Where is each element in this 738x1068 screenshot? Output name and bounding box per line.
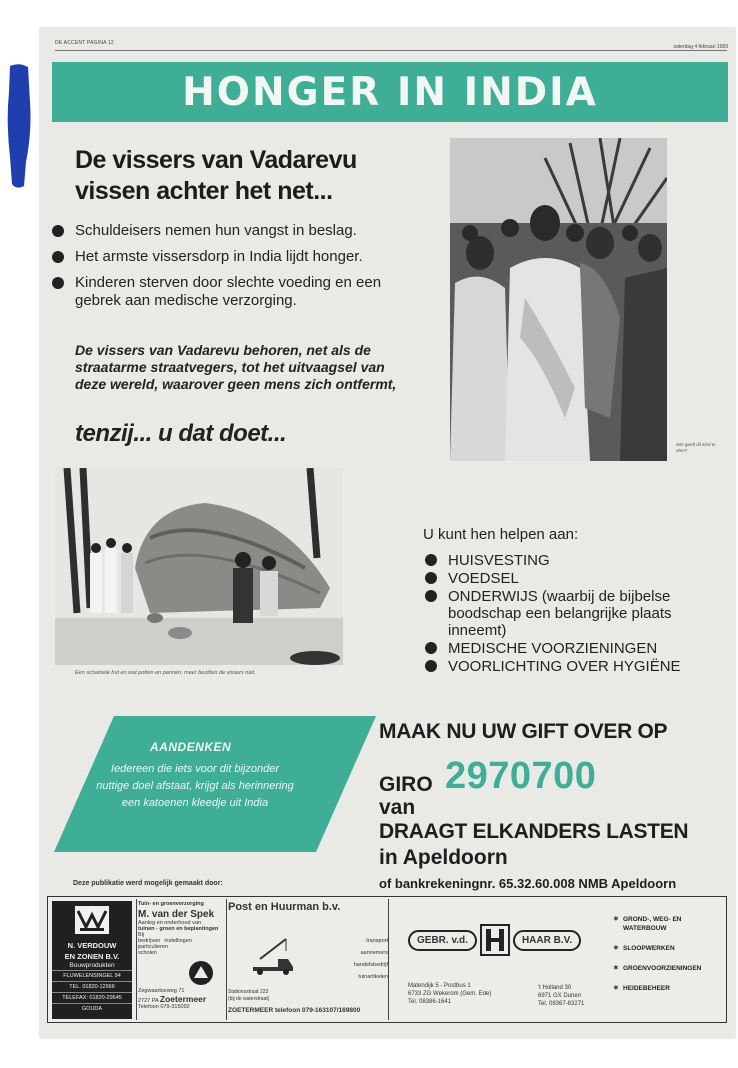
banner-title: HONGER IN INDIA bbox=[182, 69, 598, 115]
sponsor-verdouw bbox=[52, 901, 132, 1019]
sponsor-strip bbox=[47, 896, 727, 1023]
verdouw-tel: TEL. 01820-12566 bbox=[52, 981, 132, 992]
haar-logo bbox=[408, 923, 588, 957]
headline-line-2: vissen achter het net... bbox=[75, 177, 333, 205]
need-item bbox=[425, 552, 715, 569]
sponsor-spek bbox=[138, 901, 226, 1019]
verdouw-logo-icon bbox=[74, 905, 110, 935]
headline bbox=[75, 145, 357, 207]
sponsor-credit: Deze publikatie werd mogelijk gemaakt door: bbox=[73, 880, 223, 887]
post-service-1: transport bbox=[366, 938, 388, 944]
bullet-item bbox=[52, 274, 432, 310]
haar-h-logo-icon bbox=[480, 924, 510, 956]
sponsor-post-huurman bbox=[228, 901, 388, 1019]
verdouw-name-3: Bouwprodukten bbox=[69, 962, 115, 969]
bullet-dot-icon bbox=[425, 554, 437, 566]
service-item: ✶ GROND-, WEG- EN WATERBOUW bbox=[613, 915, 725, 933]
intro-paragraph: De vissers van Vadarevu behoren, net als de straatarme straatvegers, tot het uitvaagsel van deze wereld, waarover geen mens zich ontfermt, bbox=[75, 342, 397, 392]
spek-emblem-icon bbox=[184, 960, 218, 986]
bullet-text: Het armste vissersdorp in India lijdt honger. bbox=[75, 248, 363, 265]
need-text: MEDISCHE VOORZIENINGEN bbox=[448, 640, 658, 657]
donation-call: MAAK NU UW GIFT OVER OP bbox=[379, 720, 668, 743]
photo-hut bbox=[55, 468, 343, 665]
bullet-dot-icon bbox=[425, 572, 437, 584]
giro-label: GIRO bbox=[379, 773, 433, 796]
title-banner bbox=[52, 62, 728, 122]
verdouw-city: GOUDA bbox=[52, 1003, 132, 1014]
need-item bbox=[425, 658, 715, 675]
post-service-3: handelsbedrijf bbox=[353, 962, 388, 968]
post-service-2: aannemers bbox=[360, 950, 388, 956]
spek-list-1: bedrijven bbox=[138, 938, 161, 944]
tagline: tenzij... u dat doet... bbox=[75, 420, 287, 447]
photo-women-children-image bbox=[450, 138, 667, 461]
bullet-dot-icon bbox=[425, 642, 437, 654]
need-text: VOEDSEL bbox=[448, 570, 519, 587]
haar-address-4: 6971 GX Dunen bbox=[538, 993, 582, 999]
verdouw-fax: TELEFAX: 01820-29645 bbox=[52, 992, 132, 1003]
giro-number: 2970700 bbox=[445, 755, 597, 797]
headline-line-1: De vissers van Vadarevu bbox=[75, 146, 357, 174]
bullet-text: Schuldeisers nemen hun vangst in beslag. bbox=[75, 222, 357, 239]
page-date: zaterdag 4 februari 1989 bbox=[673, 44, 728, 50]
bullet-dot-icon bbox=[425, 590, 437, 602]
donation-van: van bbox=[379, 796, 416, 819]
spek-kop: Tuin- en groenverzorging bbox=[138, 901, 204, 907]
verdouw-logo bbox=[52, 901, 132, 939]
need-text: ONDERWIJS (waarbij de bijbelse boodschap een belangrijke plaats inneemt) bbox=[448, 588, 672, 639]
blue-clip-mark bbox=[6, 62, 32, 190]
service-item: ✶ HEIDEBEHEER bbox=[613, 984, 725, 993]
haar-left-name: GEBR. v.d. bbox=[408, 930, 477, 951]
spek-list-4: scholen bbox=[138, 950, 157, 956]
spek-desc-1: Aanleg en onderhoud van bbox=[138, 920, 201, 926]
souvenir-title: AANDENKEN bbox=[150, 740, 232, 754]
spek-list-2: instellingen bbox=[164, 938, 192, 944]
service-item: ✶ GROENVOORZIENINGEN bbox=[613, 964, 725, 973]
post-service-4: tuinartikelen bbox=[358, 974, 388, 980]
bullet-list bbox=[52, 222, 432, 318]
bullet-dot-icon bbox=[52, 277, 64, 289]
bullet-dot-icon bbox=[52, 225, 64, 237]
bullet-dot-icon bbox=[425, 660, 437, 672]
spek-city: Zoetermeer bbox=[159, 994, 207, 1004]
needs-list bbox=[425, 552, 715, 676]
photo-caption-right: Wie geeft dit kind te eten? bbox=[676, 442, 716, 453]
crane-truck-icon bbox=[248, 935, 298, 977]
verdouw-address: FLUWELENSINGEL 94 bbox=[52, 970, 132, 981]
post-address-2: (bij de waterstraat) bbox=[228, 996, 270, 1002]
need-text: HUISVESTING bbox=[448, 552, 550, 569]
photo-women-children bbox=[450, 138, 667, 461]
spek-city-row bbox=[138, 994, 226, 1004]
need-item bbox=[425, 640, 715, 657]
haar-address-2: 6733 ZG Wekerom (Gem. Ede) bbox=[408, 991, 492, 997]
need-item bbox=[425, 570, 715, 587]
service-item: ✶ SLOOPWERKEN bbox=[613, 944, 725, 953]
bank-account: of bankrekeningnr. 65.32.60.008 NMB Apeldoorn bbox=[379, 876, 677, 891]
spek-postcode: 2727 PA bbox=[138, 998, 159, 1004]
need-item bbox=[425, 588, 715, 639]
sponsor-divider bbox=[136, 899, 137, 1020]
post-phone: ZOETERMEER telefoon 079-163107/169800 bbox=[228, 1007, 361, 1014]
verdouw-name-1: N. VERDOUW bbox=[67, 941, 117, 950]
verdouw-name-2: EN ZONEN B.V. bbox=[64, 952, 120, 961]
post-name: Post en Huurman b.v. bbox=[228, 901, 341, 913]
haar-tel-2: Tel. 08367-83271 bbox=[538, 1001, 585, 1007]
haar-right-name: HAAR B.V. bbox=[513, 930, 581, 951]
sponsor-divider bbox=[388, 899, 389, 1020]
organisation-name: DRAAGT ELKANDERS LASTEN bbox=[379, 820, 689, 843]
souvenir-text: Iedereen die iets voor dit bijzonder nuttige doel afstaat, krijgt als herinnering een katoenen kleedje uit India bbox=[96, 763, 294, 809]
spek-phone: Telefoon 079-315092 bbox=[138, 1004, 190, 1010]
page-label: DE ACCENT PAGINA 12 bbox=[55, 40, 114, 46]
photo-caption-left: Een schamele hut en wat potten en pannen, meer bezitten de vissers niet. bbox=[75, 670, 256, 676]
bullet-dot-icon bbox=[52, 251, 64, 263]
haar-tel-1: Tel. 08386-1641 bbox=[408, 999, 452, 1005]
spek-desc-2: tuinen - groen en beplantingen bbox=[138, 926, 219, 932]
need-text: VOORLICHTING OVER HYGIËNE bbox=[448, 658, 681, 675]
spek-street: Zegwaartseweg 71 bbox=[138, 988, 185, 994]
post-address-1: Stationsstraat 223 bbox=[228, 989, 269, 995]
header-rule bbox=[55, 50, 727, 51]
sponsor-gebr-haar bbox=[393, 901, 608, 1019]
spek-bij: Bij bbox=[138, 932, 145, 938]
spek-list-3: particulieren bbox=[138, 944, 168, 950]
photo-hut-image bbox=[55, 468, 343, 665]
haar-address-1: Matendijk 5 - Postbus 1 bbox=[408, 983, 471, 989]
bullet-text: Kinderen sterven door slechte voeding en een gebrek aan medische verzorging. bbox=[75, 274, 382, 309]
help-title: U kunt hen helpen aan: bbox=[423, 526, 579, 543]
bullet-item bbox=[52, 222, 432, 240]
organisation-place: in Apeldoorn bbox=[379, 846, 508, 869]
haar-address-3: 't Holland 30 bbox=[538, 985, 572, 991]
spek-name: M. van der Spek bbox=[138, 909, 215, 920]
sponsor-divider bbox=[226, 899, 227, 1020]
bullet-item bbox=[52, 248, 432, 266]
haar-services bbox=[613, 915, 725, 1004]
